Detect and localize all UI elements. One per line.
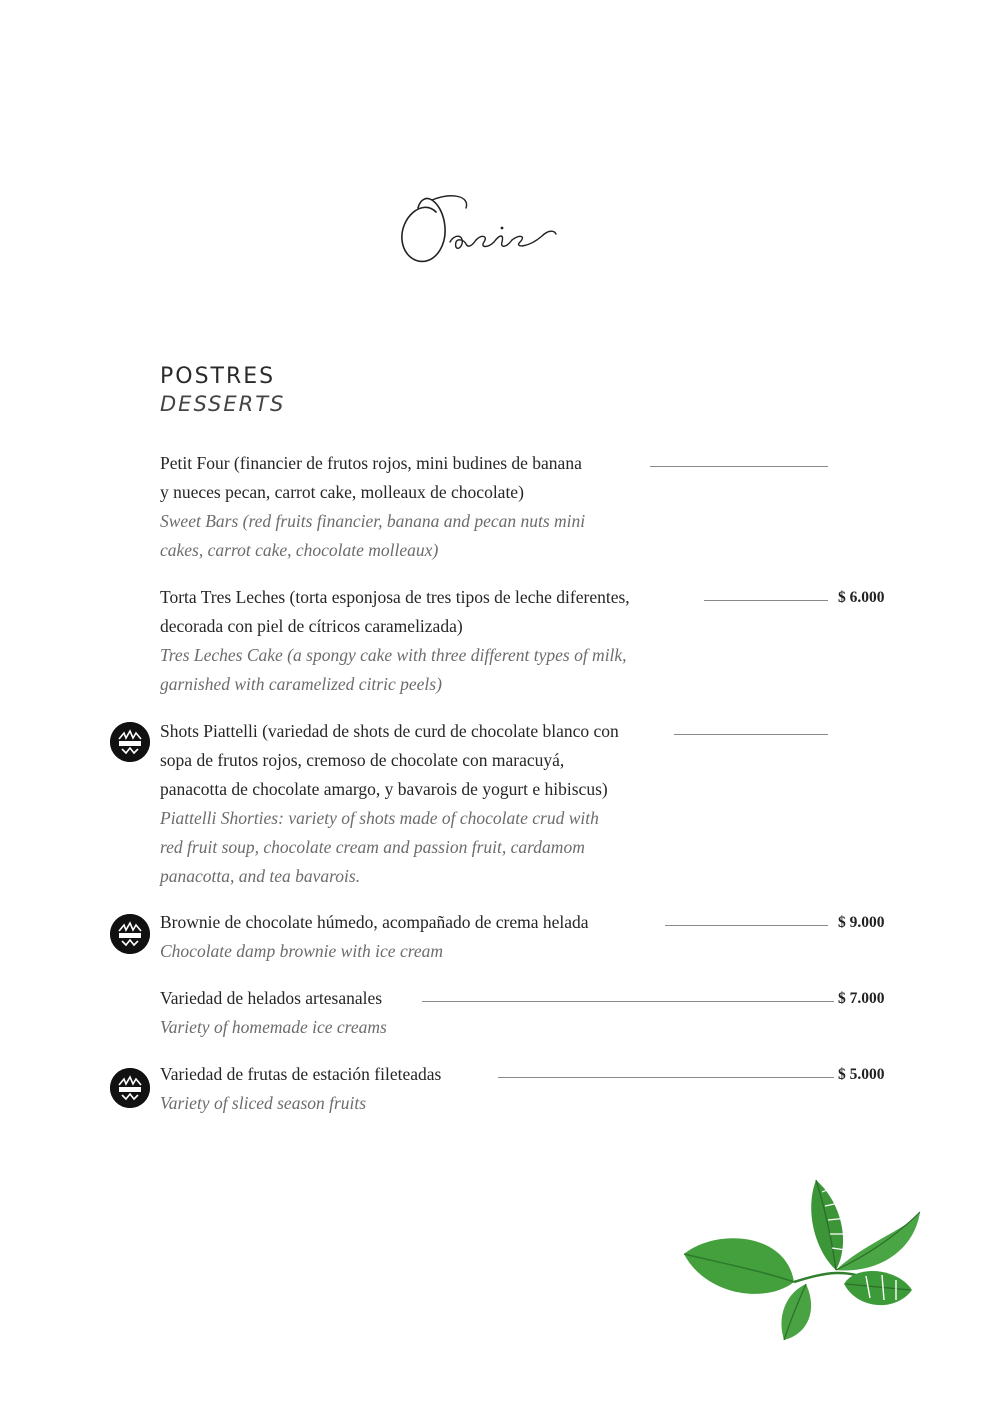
item-name-es: Brownie de chocolate húmedo, acompañado de crema helada (160, 912, 589, 932)
item-name-es: Torta Tres Leches (torta esponjosa de tres tipos de leche diferentes, (160, 587, 630, 607)
item-name-es: Variedad de frutas de estación fileteadas (160, 1064, 442, 1084)
item-desc-es: sopa de frutos rojos, cremoso de chocolate con maracuyá, (160, 750, 565, 770)
section-subtitle: DESSERTS (160, 392, 286, 416)
menu-item-frutas (160, 1060, 900, 1118)
section-title: POSTRES (160, 364, 276, 389)
leader-line (650, 466, 828, 467)
menu-item-brownie (160, 908, 900, 966)
item-name-en: Variety of homemade ice creams (160, 1017, 387, 1037)
item-name-es: Petit Four (financier de frutos rojos, mini budines de banana (160, 453, 582, 473)
item-price: $ 6.000 (838, 589, 885, 606)
oasis-script-logo (392, 178, 572, 278)
item-desc-es: y nueces pecan, carrot cake, molleaux de chocolate) (160, 482, 524, 502)
specialty-badge-icon (110, 1068, 150, 1108)
tropical-leaves-illustration (676, 1172, 926, 1372)
item-desc-en: red fruit soup, chocolate cream and passion fruit, cardamom (160, 837, 585, 857)
leader-line (704, 600, 828, 601)
menu-item-petit-four (160, 449, 900, 565)
item-desc-es: panacotta de chocolate amargo, y bavarois de yogurt e hibiscus) (160, 779, 608, 799)
specialty-badge-icon (110, 722, 150, 762)
leader-line (665, 925, 828, 926)
item-price: $ 5.000 (838, 1066, 885, 1083)
item-desc-en: cakes, carrot cake, chocolate molleaux) (160, 540, 439, 560)
item-name-en: Variety of sliced season fruits (160, 1093, 367, 1113)
item-name-es: Variedad de helados artesanales (160, 988, 383, 1008)
leader-line (674, 734, 828, 735)
item-name-en: Chocolate damp brownie with ice cream (160, 941, 444, 961)
item-name-en: Piattelli Shorties: variety of shots made of chocolate crud with (160, 808, 599, 828)
menu-item-tres-leches (160, 583, 900, 699)
item-name-en: Tres Leches Cake (a spongy cake with three different types of milk, (160, 645, 627, 665)
item-desc-es: decorada con piel de cítricos caramelizada) (160, 616, 463, 636)
leader-line (422, 1001, 834, 1002)
menu-item-shots-piattelli (160, 717, 900, 891)
item-desc-en: garnished with caramelized citric peels) (160, 674, 442, 694)
item-price: $ 7.000 (838, 990, 885, 1007)
specialty-badge-icon (110, 914, 150, 954)
item-name-es: Shots Piattelli (variedad de shots de curd de chocolate blanco con (160, 721, 619, 741)
leader-line (498, 1077, 834, 1078)
item-price: $ 9.000 (838, 914, 885, 931)
item-desc-en: panacotta, and tea bavarois. (160, 866, 361, 886)
menu-item-helados (160, 984, 900, 1042)
item-name-en: Sweet Bars (red fruits financier, banana and pecan nuts mini (160, 511, 586, 531)
